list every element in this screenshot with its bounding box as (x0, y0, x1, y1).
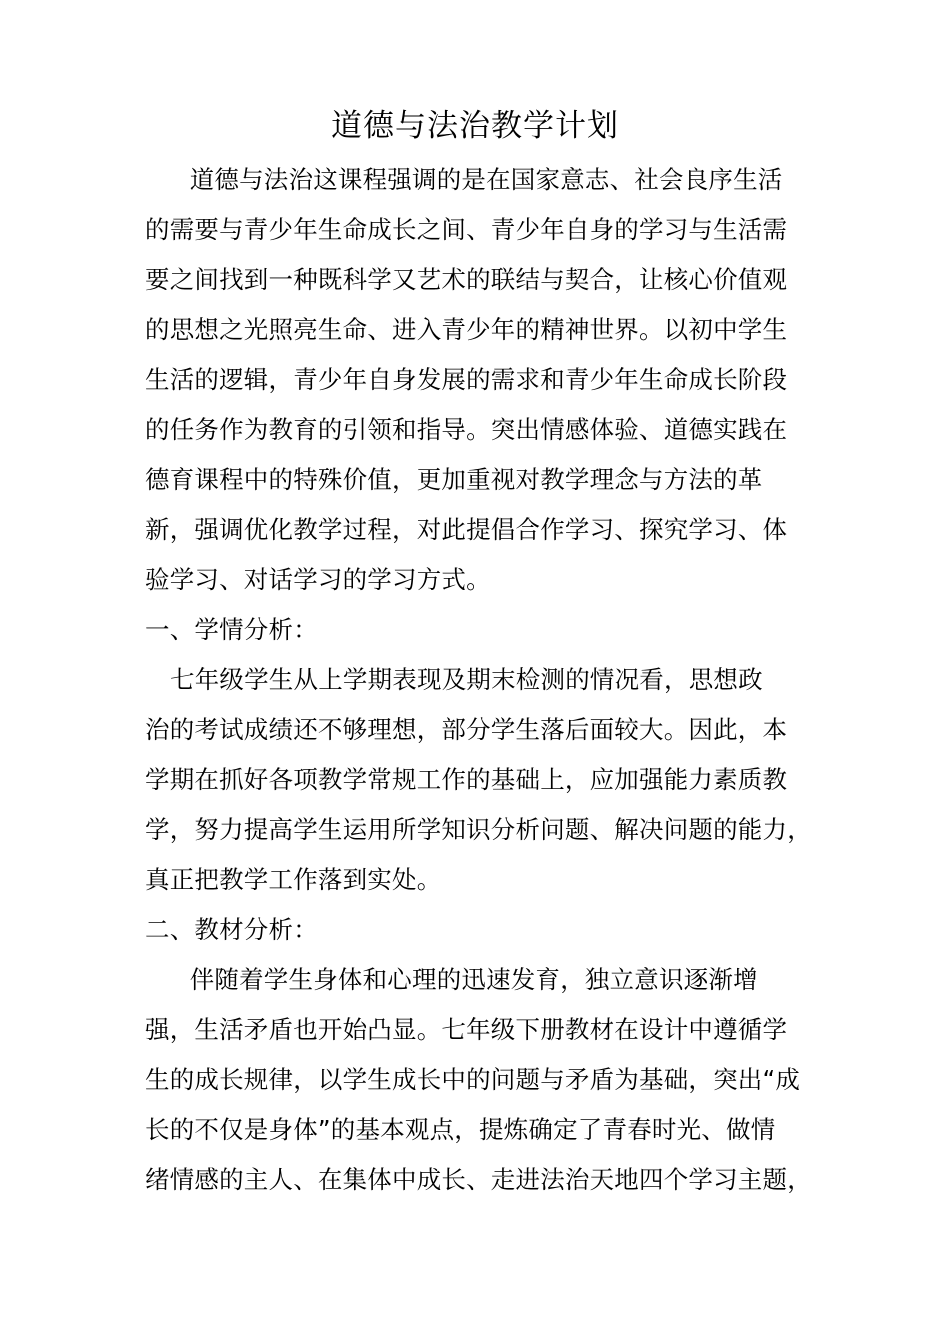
paragraph-line: 生活的逻辑，青少年自身发展的需求和青少年生命成长阶段 (145, 365, 788, 394)
section-heading: 一、学情分析： (145, 615, 318, 644)
paragraph-line: 新，强调优化教学过程，对此提倡合作学习、探究学习、体 (145, 515, 788, 544)
document-title: 道德与法治教学计划 (331, 108, 619, 144)
paragraph-line: 长的不仅是身体”的基本观点，提炼确定了青春时光、做情 (145, 1115, 776, 1144)
paragraph-line: 的任务作为教育的引领和指导。突出情感体验、道德实践在 (145, 415, 788, 444)
paragraph-line: 强，生活矛盾也开始凸显。七年级下册教材在设计中遵循学 (145, 1015, 788, 1044)
paragraph-line: 道德与法治这课程强调的是在国家意志、社会良序生活 (165, 165, 783, 194)
paragraph-line: 验学习、对话学习的学习方式。 (145, 565, 491, 594)
paragraph-line: 伴随着学生身体和心理的迅速发育，独立意识逐渐增 (165, 965, 758, 994)
section-heading: 二、教材分析： (145, 915, 318, 944)
paragraph-line: 德育课程中的特殊价值，更加重视对教学理念与方法的革 (145, 465, 763, 494)
paragraph-line: 治的考试成绩还不够理想，部分学生落后面较大。因此，本 (145, 715, 788, 744)
paragraph-line: 七年级学生从上学期表现及期末检测的情况看，思想政 (170, 665, 763, 694)
paragraph-line: 的需要与青少年生命成长之间、青少年自身的学习与生活需 (145, 215, 788, 244)
paragraph-line: 真正把教学工作落到实处。 (145, 865, 442, 894)
paragraph-line: 生的成长规律，以学生成长中的问题与矛盾为基础，突出“成 (145, 1065, 801, 1094)
paragraph-line: 绪情感的主人、在集体中成长、走进法治天地四个学习主题， (145, 1165, 812, 1194)
paragraph-line: 学期在抓好各项教学常规工作的基础上，应加强能力素质教 (145, 765, 788, 794)
paragraph-line: 的思想之光照亮生命、进入青少年的精神世界。以初中学生 (145, 315, 788, 344)
paragraph-line: 要之间找到一种既科学又艺术的联结与契合，让核心价值观 (145, 265, 788, 294)
paragraph-line: 学，努力提高学生运用所学知识分析问题、解决问题的能力， (145, 815, 812, 844)
